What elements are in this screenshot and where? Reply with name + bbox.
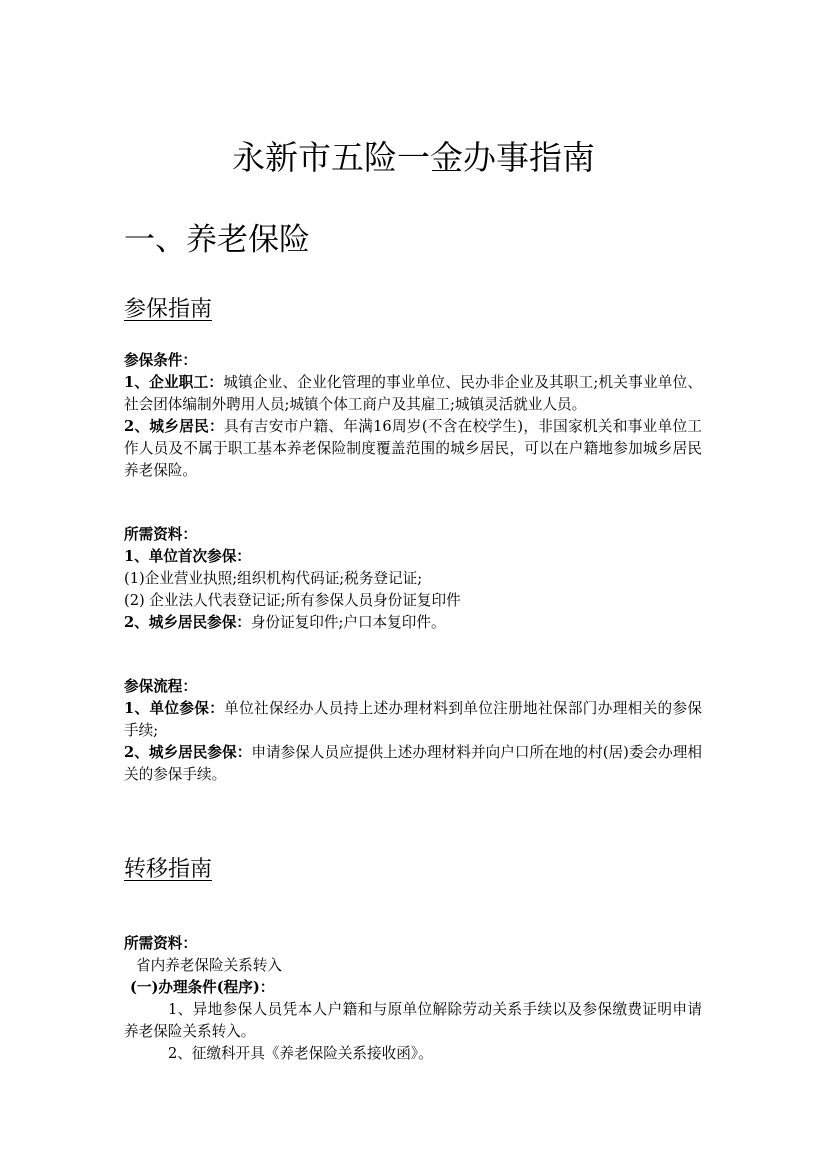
enroll-condition-item-2 xyxy=(124,416,702,482)
enroll-condition-item-1 xyxy=(124,372,702,416)
enroll-guide-heading: 参保指南 xyxy=(124,297,213,322)
enroll-process-item-2-label: 2、城乡居民参保： xyxy=(124,744,252,761)
enroll-materials-item-2-label: 2、城乡居民参保： xyxy=(124,614,251,631)
transfer-step-2: 2、征缴科开具《养老保险关系接收函》。 xyxy=(168,1045,433,1062)
enroll-condition-item-2-text: 具有吉安市户籍、年满16周岁(不含在校学生)，非国家机关和事业单位工作人员及不属于职工基本养老保险制度覆盖范围的城乡居民，可以在户籍地参加城乡居民养老保险。 xyxy=(124,418,702,479)
enroll-process-item-1-text: 单位社保经办人员持上述办理材料到单位注册地社保部门办理相关的参保手续; xyxy=(124,700,702,739)
enroll-process-block xyxy=(124,676,702,786)
transfer-materials-block xyxy=(124,933,702,1065)
enroll-materials-item-1-sub-1: (1)企业营业执照;组织机构代码证;税务登记证; xyxy=(124,570,423,587)
enroll-materials-block xyxy=(124,524,702,634)
enroll-process-label: 参保流程： xyxy=(124,678,197,695)
transfer-materials-label: 所需资料： xyxy=(124,935,197,952)
transfer-conditions-label: (一)办理条件(程序)： xyxy=(130,979,275,996)
enroll-process-item-2-text: 申请参保人员应提供上述办理材料并向户口所在地的村(居)委会办理相关的参保手续。 xyxy=(124,744,703,783)
enroll-materials-item-1-sub-2: (2) 企业法人代表登记证;所有参保人员身份证复印件 xyxy=(124,592,461,609)
enroll-materials-item-1-label: 1、单位首次参保： xyxy=(124,548,251,565)
transfer-guide-heading: 转移指南 xyxy=(124,857,213,882)
enroll-conditions-label: 参保条件： xyxy=(124,352,197,369)
enroll-process-item-2 xyxy=(124,742,702,786)
enroll-process-item-1 xyxy=(124,698,702,742)
enroll-materials-item-2 xyxy=(124,612,702,634)
enroll-process-item-1-label: 1、单位参保： xyxy=(124,700,225,717)
enroll-materials-label: 所需资料： xyxy=(124,526,197,543)
enroll-condition-item-1-label: 1、企业职工： xyxy=(124,374,224,391)
document-title: 永新市五险一金办事指南 xyxy=(232,138,595,177)
transfer-step-1: 1、异地参保人员凭本人户籍和与原单位解除劳动关系手续以及参保缴费证明申请养老保险关系转入。 xyxy=(124,1001,702,1040)
section-heading-pension: 一、养老保险 xyxy=(124,222,310,258)
enroll-condition-item-2-label: 2、城乡居民： xyxy=(124,418,224,435)
enroll-conditions-block xyxy=(124,350,702,482)
enroll-condition-item-1-text: 城镇企业、企业化管理的事业单位、民办非企业及其职工;机关事业单位、社会团体编制外聘用人员;城镇个体工商户及其雇工;城镇灵活就业人员。 xyxy=(124,374,702,413)
enroll-materials-item-2-text: 身份证复印件;户口本复印件。 xyxy=(250,614,446,631)
transfer-subtitle: 省内养老保险关系转入 xyxy=(136,957,282,974)
